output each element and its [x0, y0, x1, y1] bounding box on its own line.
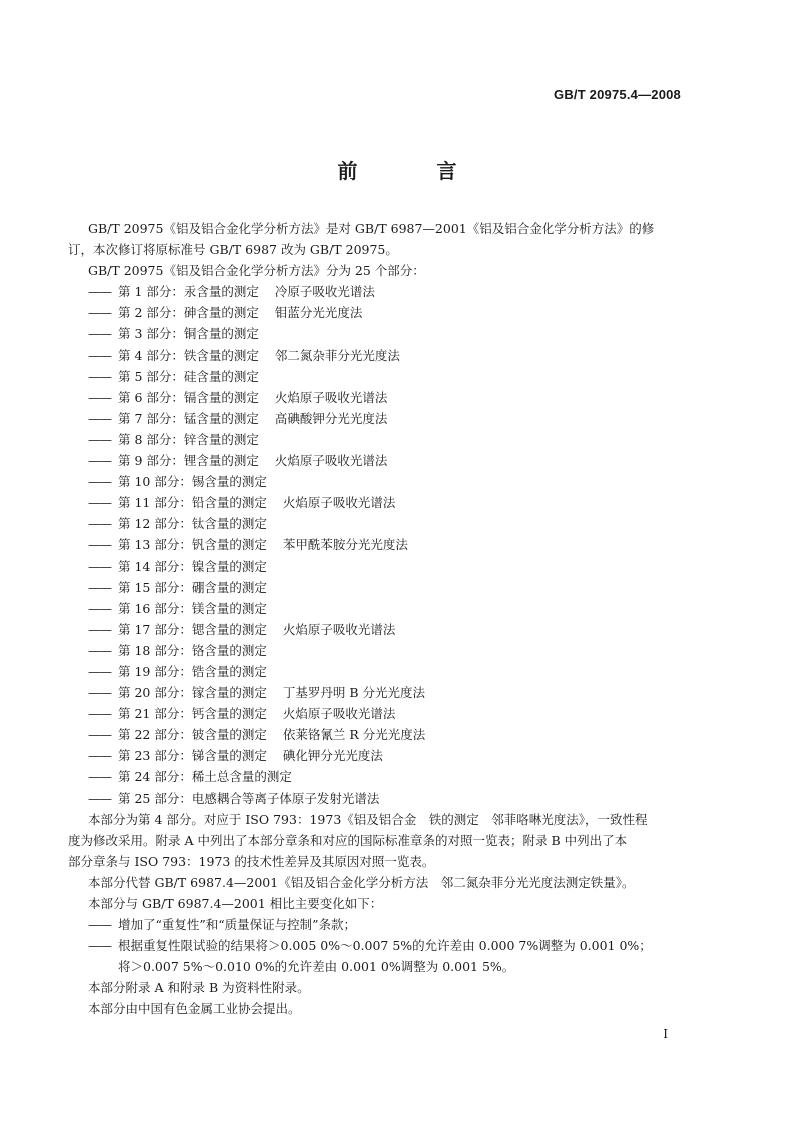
body-paragraph-line: 部分章条与 ISO 793：1973 的技术性差异及其原因对照一览表。	[68, 853, 435, 869]
part-method: 苯甲酰苯胺分光光度法	[282, 537, 408, 553]
part-method: 依莱铬氰兰 R 分光光度法	[282, 727, 426, 743]
dash-mark: ——	[88, 453, 111, 469]
dash-mark: ——	[88, 431, 111, 447]
part-label: 第 10 部分：锡含量的测定	[118, 474, 267, 490]
dash-mark: ——	[88, 706, 111, 722]
dash-mark: ——	[88, 495, 111, 511]
dash-mark: ——	[88, 685, 111, 701]
part-label: 第 20 部分：镓含量的测定	[118, 685, 267, 701]
part-method: 碘化钾分光光度法	[282, 748, 383, 764]
part-item	[88, 513, 692, 534]
part-item	[88, 281, 692, 302]
part-label: 第 4 部分：铁含量的测定	[118, 347, 259, 363]
dash-mark: ——	[88, 938, 111, 954]
part-item	[88, 703, 692, 724]
intro-paragraph-line: GB/T 20975《铝及铝合金化学分析方法》是对 GB/T 6987—2001《铝及铝合金化学分析方法》的修	[88, 221, 655, 236]
part-item	[88, 745, 692, 766]
part-label: 第 2 部分：砷含量的测定	[118, 305, 259, 321]
part-method: 钼蓝分光光度法	[274, 305, 363, 321]
part-item	[88, 577, 692, 598]
part-label: 第 5 部分：硅含量的测定	[118, 368, 259, 384]
part-item	[88, 724, 692, 745]
dash-mark: ——	[88, 347, 111, 363]
part-label: 第 11 部分：铅含量的测定	[118, 495, 267, 511]
dash-mark: ——	[88, 642, 111, 658]
part-item	[88, 640, 692, 661]
body-paragraph: 本部分附录 A 和附录 B 为资料性附录。	[88, 980, 310, 996]
part-label: 第 16 部分：镁含量的测定	[118, 600, 267, 616]
part-item	[88, 471, 692, 492]
body-paragraph: 本部分由中国有色金属工业协会提出。	[88, 1001, 301, 1017]
part-method: 邻二氮杂菲分光光度法	[274, 347, 400, 363]
change-text: 增加了“重复性”和“质量保证与控制”条款；	[118, 917, 357, 933]
dash-mark: ——	[88, 748, 111, 764]
part-item	[88, 661, 692, 682]
part-item	[88, 598, 692, 619]
change-text: 根据重复性限试验的结果将＞0.005 0%～0.007 5%的允许差由 0.000 7%调整为 0.001 0%；	[118, 938, 652, 954]
change-item	[88, 935, 692, 956]
page-title: 前 言	[337, 159, 493, 183]
part-item	[88, 450, 692, 471]
part-method: 火焰原子吸收光谱法	[282, 495, 396, 511]
dash-mark: ——	[88, 558, 111, 574]
part-label: 第 22 部分：铍含量的测定	[118, 727, 267, 743]
part-label: 第 3 部分：铜含量的测定	[118, 326, 259, 342]
parts-list	[88, 281, 692, 808]
part-item	[88, 345, 692, 366]
page-number: I	[663, 1027, 668, 1041]
part-item	[88, 366, 692, 387]
dash-mark: ——	[88, 663, 111, 679]
dash-mark: ——	[88, 410, 111, 426]
part-method: 冷原子吸收光谱法	[274, 284, 375, 300]
dash-mark: ——	[88, 368, 111, 384]
part-label: 第 24 部分：稀土总含量的测定	[118, 769, 292, 785]
part-label: 第 7 部分：锰含量的测定	[118, 410, 259, 426]
part-label: 第 12 部分：钛含量的测定	[118, 516, 267, 532]
intro-paragraph-line: 订，本次修订将原标准号 GB/T 6987 改为 GB/T 20975。	[68, 242, 398, 258]
dash-mark: ——	[88, 305, 111, 321]
part-item	[88, 619, 692, 640]
part-label: 第 18 部分：铬含量的测定	[118, 642, 267, 658]
part-label: 第 13 部分：钒含量的测定	[118, 537, 267, 553]
part-label: 第 1 部分：汞含量的测定	[118, 284, 259, 300]
standard-number: GB/T 20975.4—2008	[554, 87, 681, 102]
dash-mark: ——	[88, 326, 111, 342]
change-item-continuation: 将＞0.007 5%～0.010 0%的允许差由 0.001 0%调整为 0.001 5%。	[118, 959, 515, 975]
part-label: 第 6 部分：镉含量的测定	[118, 389, 259, 405]
dash-mark: ——	[88, 727, 111, 743]
part-item	[88, 682, 692, 703]
part-label: 第 21 部分：钙含量的测定	[118, 706, 267, 722]
part-item	[88, 766, 692, 787]
dash-mark: ——	[88, 769, 111, 785]
body-paragraph: 本部分与 GB/T 6987.4—2001 相比主要变化如下：	[88, 896, 383, 911]
part-label: 第 8 部分：锌含量的测定	[118, 431, 259, 447]
part-label: 第 19 部分：锆含量的测定	[118, 663, 267, 679]
part-label: 第 9 部分：锂含量的测定	[118, 453, 259, 469]
dash-mark: ——	[88, 600, 111, 616]
body-paragraph-line: 度为修改采用。附录 A 中列出了本部分章条和对应的国际标准章条的对照一览表；附录 B 中列出了本	[68, 832, 628, 848]
dash-mark: ——	[88, 790, 111, 806]
part-item	[88, 408, 692, 429]
dash-mark: ——	[88, 917, 111, 933]
part-label: 第 14 部分：镍含量的测定	[118, 558, 267, 574]
change-item	[88, 914, 692, 935]
dash-mark: ——	[88, 621, 111, 637]
part-method: 火焰原子吸收光谱法	[274, 453, 388, 469]
dash-mark: ——	[88, 516, 111, 532]
part-method: 火焰原子吸收光谱法	[282, 706, 396, 722]
body-paragraph: 本部分代替 GB/T 6987.4—2001《铝及铝合金化学分析方法 邻二氮杂菲分光光度法测定铁量》。	[88, 874, 635, 890]
part-item	[88, 556, 692, 577]
part-method: 火焰原子吸收光谱法	[274, 389, 388, 405]
part-item	[88, 788, 692, 809]
body-paragraph-line: 本部分为第 4 部分。对应于 ISO 793：1973《铝及铝合金 铁的测定 邻菲咯啉光度法》，一致性程	[88, 811, 648, 827]
part-label: 第 25 部分：电感耦合等离子体原子发射光谱法	[118, 790, 380, 806]
part-method: 丁基罗丹明 B 分光光度法	[282, 685, 425, 701]
part-item	[88, 387, 692, 408]
dash-mark: ——	[88, 284, 111, 300]
part-label: 第 15 部分：硼含量的测定	[118, 579, 267, 595]
parts-intro: GB/T 20975《铝及铝合金化学分析方法》分为 25 个部分：	[88, 263, 425, 279]
part-item	[88, 302, 692, 323]
part-label: 第 23 部分：锑含量的测定	[118, 748, 267, 764]
part-method: 火焰原子吸收光谱法	[282, 621, 396, 637]
part-method: 高碘酸钾分光光度法	[274, 410, 388, 426]
dash-mark: ——	[88, 579, 111, 595]
dash-mark: ——	[88, 389, 111, 405]
dash-mark: ——	[88, 474, 111, 490]
part-item	[88, 492, 692, 513]
part-item	[88, 534, 692, 555]
part-item	[88, 429, 692, 450]
part-label: 第 17 部分：锶含量的测定	[118, 621, 267, 637]
part-item	[88, 323, 692, 344]
document-body	[68, 218, 692, 1020]
dash-mark: ——	[88, 537, 111, 553]
